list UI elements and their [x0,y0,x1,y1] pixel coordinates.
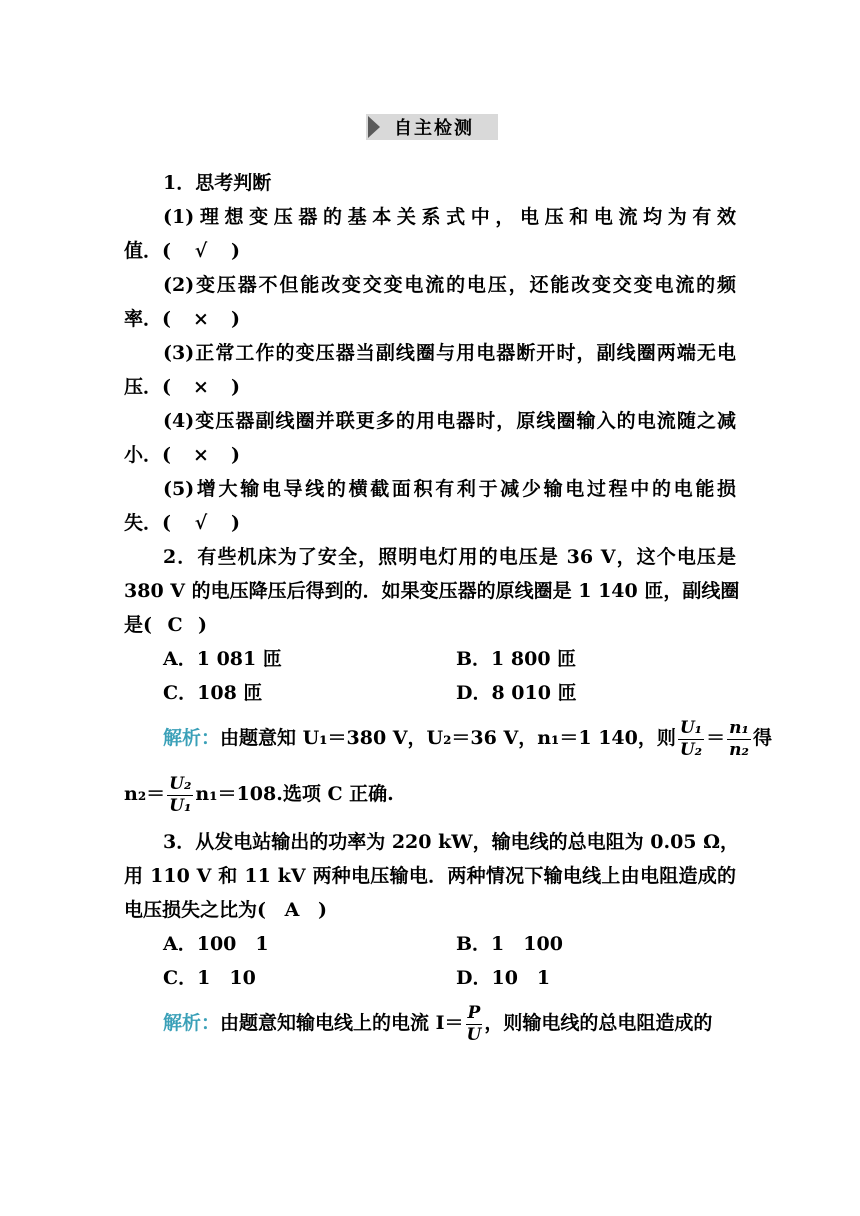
q1-item4-answer-line: 小．( × ) [124,444,240,466]
q2-option-b: B．1 800 匝 [456,648,577,670]
q1-item1-answer: √ [194,240,208,262]
arrow-icon [368,116,380,138]
q2-stem-line1: 2．有些机床为了安全，照明电灯用的电压是 36 V，这个电压是 [163,546,736,568]
q3-option-b: B．1 100 [456,933,563,955]
q1-item3-answer: × [193,376,209,398]
q1-item5-text: (5)增大输电导线的横截面积有利于减少输电过程中的电能损 [163,478,736,500]
q3-stem-line1: 3．从发电站输出的功率为 220 kW，输电线的总电阻为 0.05 Ω， [163,831,740,853]
q3-answer: A [284,899,300,921]
q2-option-c: C．108 匝 [163,682,263,704]
analysis-label: 解析： [163,1012,221,1034]
q1-item2-answer-line: 率．( × ) [124,308,240,330]
q3-option-d: D．10 1 [456,967,551,989]
q1-item4-text: (4)变压器副线圈并联更多的用电器时，原线圈输入的电流随之减 [163,410,736,432]
q2-stem-line2: 380 V 的电压降压后得到的．如果变压器的原线圈是 1 140 匝，副线圈 [124,580,740,602]
q2-option-a: A．1 081 匝 [163,648,282,670]
q2-stem-line3: 是( C ) [124,614,207,636]
analysis-label: 解析： [163,727,221,749]
q1-item1-answer-line: 值．( √ ) [124,240,240,262]
q1-item5-answer-line: 失．( √ ) [124,512,240,534]
q3-option-a: A．100 1 [163,933,269,955]
q2-answer: C [167,614,183,636]
q3-option-c: C．1 10 [163,967,256,989]
q3-stem-line2: 用 110 V 和 11 kV 两种电压输电．两种情况下输电线上由电阻造成的 [124,865,736,887]
section-title: 自主检测 [394,118,474,139]
q3-analysis-line1: 解析：由题意知输电线上的电流 I＝ $\frac{P}{U}$ ，则输电线的总电阻造成的 [163,1002,713,1045]
q2-analysis-line1: 解析：由题意知 U₁＝380 V，U₂＝36 V，n₁＝1 140，则 $\frac{\text{U₁}}{\text{U₂}}$ ＝ $\frac{\text{n₁}}{\text{n₂}}$ 得 [163,717,772,760]
q1-item1-text: (1)理想变压器的基本关系式中，电压和电流均为有效 [163,206,736,228]
section-title-banner [366,114,498,140]
q2-option-d: D．8 010 匝 [456,682,577,704]
q1-item3-answer-line: 压．( × ) [124,376,240,398]
q1-item4-answer: × [193,444,209,466]
fraction-p-u: $\frac{P}{U}$ [466,1002,482,1045]
q2-analysis-line2: n₂＝ $\frac{\text{U₂}}{\text{U₁}}$ n₁＝108.选项 C 正确. [124,773,394,816]
q1-item2-answer: × [193,308,209,330]
q1-item3-text: (3)正常工作的变压器当副线圈与用电器断开时，副线圈两端无电 [163,342,736,364]
fraction-u2-u1: $\frac{\text{U₂}}{\text{U₁}}$ [169,773,192,816]
q3-stem-line3: 电压损失之比为( A ) [124,899,327,921]
q1-heading: 1．思考判断 [163,172,272,194]
fraction-u1-u2: $\frac{\text{U₁}}{\text{U₂}}$ [679,717,703,760]
fraction-n1-n2: $\frac{\text{n₁}}{\text{n₂}}$ [729,717,749,760]
q1-item5-answer: √ [194,512,208,534]
q1-item2-text: (2)变压器不但能改变交变电流的电压，还能改变交变电流的频 [163,274,736,296]
